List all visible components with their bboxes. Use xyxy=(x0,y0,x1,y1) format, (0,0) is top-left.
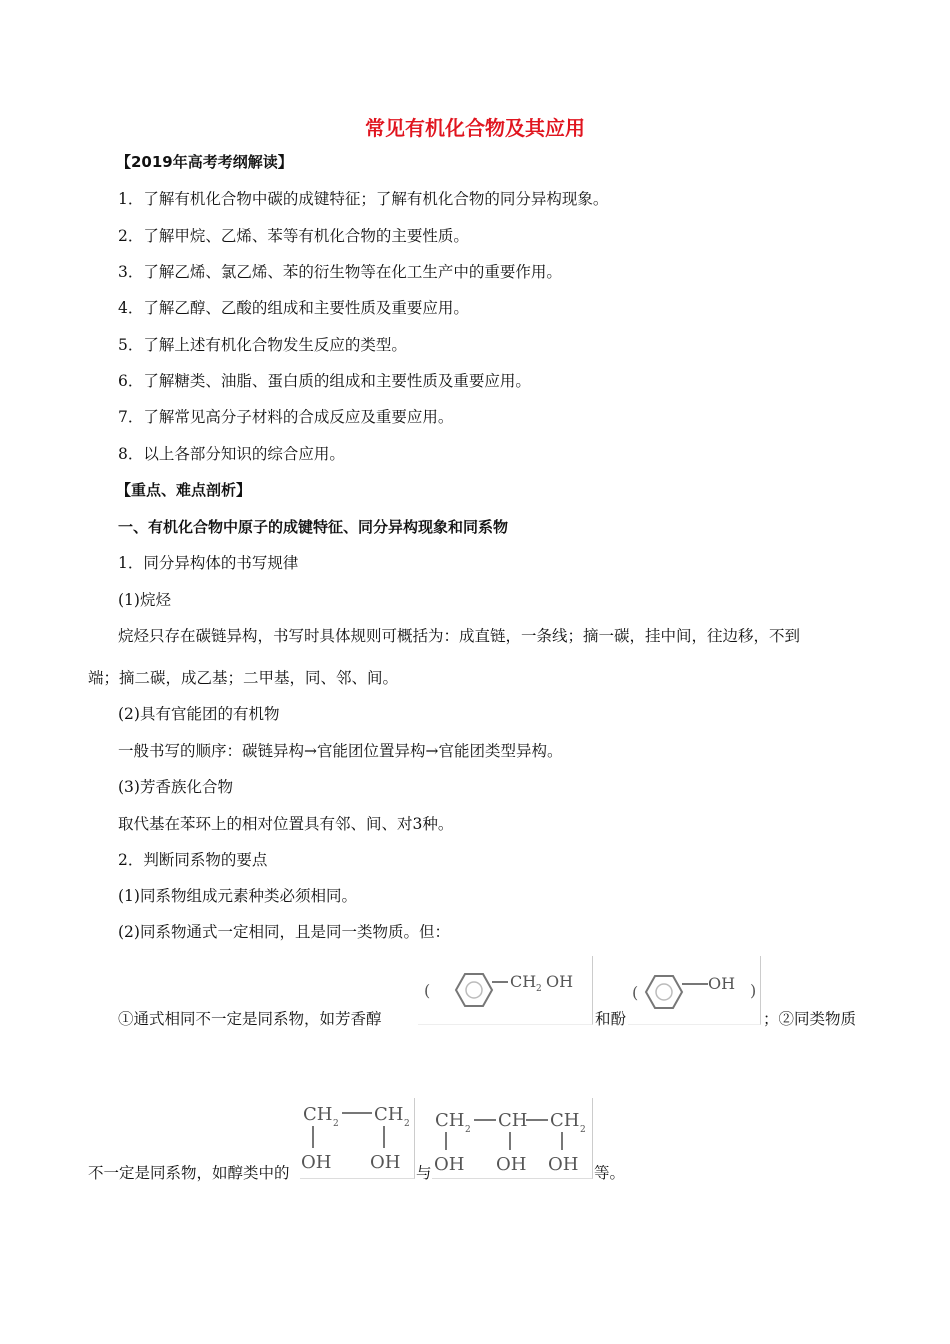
paragraph-homolog-1: (1)同系物组成元素种类必须相同。 xyxy=(118,887,357,905)
benzene-ring-circle xyxy=(656,984,672,1000)
text-same-class: ；②同类物质 xyxy=(763,1010,857,1028)
key-subheading: 一、有机化合物中原子的成键特征、同分异构现象和同系物 xyxy=(118,518,509,536)
oh-b-label: OH xyxy=(496,1154,527,1175)
ch2-c-label: CH xyxy=(550,1110,580,1131)
outline-item-8: 8．以上各部分知识的综合应用。 xyxy=(118,445,345,463)
ch2-c-subscript: 2 xyxy=(580,1125,586,1135)
ch2-a-label: CH xyxy=(435,1110,465,1131)
paren-open-2: ( xyxy=(632,983,639,1002)
paragraph-homolog-2: (2)同系物通式一定相同，且是同一类物质。但： xyxy=(118,923,450,941)
text-etc: 等。 xyxy=(594,1164,626,1182)
outline-item-6: 6．了解糖类、油脂、蛋白质的组成和主要性质及重要应用。 xyxy=(118,372,531,390)
outline-item-5: 5．了解上述有机化合物发生反应的类型。 xyxy=(118,336,407,354)
ch2-a-label: CH xyxy=(303,1104,333,1125)
paren-open-1: ( xyxy=(424,981,431,1000)
benzene-ring xyxy=(456,974,492,1006)
paragraph-functional-group: (2)具有官能团的有机物 xyxy=(118,705,280,723)
paragraph-alkane-rule-cont: 端；摘二碳，成乙基；二甲基，同、邻、间。 xyxy=(88,669,399,687)
paragraph-order: 一般书写的顺序：碳链异构→官能团位置异构→官能团类型异构。 xyxy=(118,742,563,760)
ch2-b-subscript: 2 xyxy=(404,1119,410,1129)
oh-b-label: OH xyxy=(370,1152,401,1173)
oh-a-label: OH xyxy=(301,1152,332,1173)
ch2-a-subscript: 2 xyxy=(465,1125,471,1135)
paragraph-example-aromatic: ①通式相同不一定是同系物，如芳香醇 xyxy=(118,1010,382,1028)
paren-close-2: ) xyxy=(750,981,757,1000)
ch2-b-label: CH xyxy=(374,1104,404,1125)
outline-heading: 【2019年高考考纲解读】 xyxy=(116,153,293,171)
paragraph-homolog-points: 2．判断同系物的要点 xyxy=(118,851,268,869)
benzyl-alcohol-structure xyxy=(418,956,593,1025)
oh-label: OH xyxy=(546,972,574,991)
outline-item-2: 2．了解甲烷、乙烯、苯等有机化合物的主要性质。 xyxy=(118,227,469,245)
paragraph-example-alcohols: 不一定是同系物，如醇类中的 xyxy=(88,1164,290,1182)
ch2-label: CH xyxy=(510,972,537,991)
outline-item-7: 7．了解常见高分子材料的合成反应及重要应用。 xyxy=(118,408,454,426)
paragraph-alkane: (1)烷烃 xyxy=(118,591,171,609)
page-title: 常见有机化合物及其应用 xyxy=(365,116,585,140)
benzene-ring-circle xyxy=(466,982,482,998)
outline-item-4: 4．了解乙醇、乙酸的组成和主要性质及重要应用。 xyxy=(118,299,469,317)
oh-c-label: OH xyxy=(548,1154,579,1175)
paragraph-isomer-rules: 1．同分异构体的书写规律 xyxy=(118,554,299,572)
glycerol-structure xyxy=(432,1098,593,1179)
ethylene-glycol-structure xyxy=(300,1098,415,1179)
paragraph-alkane-rule: 烷烃只存在碳链异构，书写时具体规则可概括为：成直链，一条线；摘一碳，挂中间，往边移，不到 xyxy=(118,627,801,645)
key-heading: 【重点、难点剖析】 xyxy=(116,481,252,499)
oh-a-label: OH xyxy=(434,1154,465,1175)
phenol-structure xyxy=(628,956,761,1025)
text-and: 与 xyxy=(416,1164,432,1182)
text-and-phenol: 和酚 xyxy=(595,1010,627,1028)
oh-label: OH xyxy=(708,974,736,993)
outline-item-3: 3．了解乙烯、氯乙烯、苯的衍生物等在化工生产中的重要作用。 xyxy=(118,263,562,281)
benzene-ring xyxy=(646,976,682,1008)
paragraph-substituent: 取代基在苯环上的相对位置具有邻、间、对3种。 xyxy=(118,815,454,833)
ch-mid-label: CH xyxy=(498,1110,528,1131)
ch2-a-subscript: 2 xyxy=(333,1119,339,1129)
paragraph-aromatic: (3)芳香族化合物 xyxy=(118,778,233,796)
outline-item-1: 1．了解有机化合物中碳的成键特征；了解有机化合物的同分异构现象。 xyxy=(118,190,609,208)
ch2-subscript: 2 xyxy=(536,984,542,994)
